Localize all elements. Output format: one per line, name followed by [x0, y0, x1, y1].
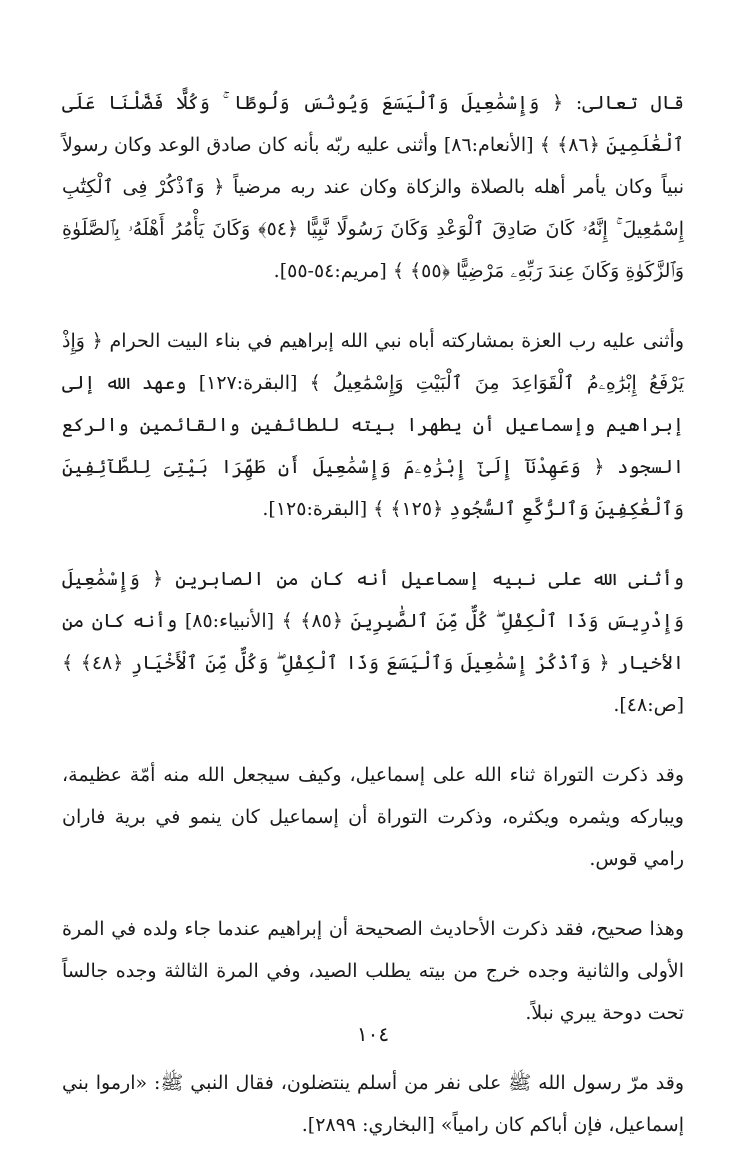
paragraph-hadith-hunting: وهذا صحيح، فقد ذكرت الأحاديث الصحيحة أن إبراهيم عندما جاء ولده في المرة الأولى والثانية وجده خرج من بيته يطلب الصيد، وفي المرة الثالثة وجده جالساً تحت دوحة يبري نبلاً.	[62, 918, 684, 1024]
paragraph-archery-hadith: وقد مرّ رسول الله ﷺ على نفر من أسلم ينتضلون، فقال النبي ﷺ: «ارموا بني إسماعيل، فإن أباكم كان رامياً» [البخاري: ٢٨٩٩].	[62, 1072, 684, 1136]
paragraph-torah-mention: وقد ذكرت التوراة ثناء الله على إسماعيل، وكيف سيجعل الله منه أمّة عظيمة، ويباركه ويثمره ويكثره، وذكرت التوراة أن إسماعيل كان ينمو في برية فاران رامي قوس.	[62, 764, 684, 870]
page-number: ١٠٤	[356, 1022, 390, 1046]
paragraph-patient-ones: وأثنى الله على نبيه إسماعيل أنه كان من الصابرين ﴿ وَإِسْمَٰعِيلَ وَإِدْرِيسَ وَذَا ٱلْكِفْلِ ۖ كُلٌّ مِّنَ ٱلصَّٰبِرِينَ ﴿٨٥﴾ ﴾ [الأنبياء:٨٥] وأنه كان من الأخيار ﴿ وَٱذْكُرْ إِسْمَٰعِيلَ وَٱلْيَسَعَ وَذَا ٱلْكِفْلِ ۖ وَكُلٌّ مِّنَ ٱلْأَخْيَارِ ﴿٤٨﴾ ﴾ [ص:٤٨].	[62, 568, 684, 716]
paragraph-ismail-virtues: قال تعالى: ﴿ وَإِسْمَٰعِيلَ وَٱلْيَسَعَ وَيُونُسَ وَلُوطًا ۚ وَكُلًّا فَضَّلْنَا عَلَى ٱلْعَٰلَمِينَ ﴿٨٦﴾ ﴾ [الأنعام:٨٦] وأثنى عليه ربّه بأنه كان صادق الوعد وكان رسولاً نبياً وكان يأمر أهله بالصلاة والزكاة وكان عند ربه مرضياً ﴿ وَٱذْكُرْ فِى ٱلْكِتَٰبِ إِسْمَٰعِيلَ ۚ إِنَّهُۥ كَانَ صَادِقَ ٱلْوَعْدِ وَكَانَ رَسُولًا نَّبِيًّا ﴿٥٤﴾ وَكَانَ يَأْمُرُ أَهْلَهُۥ بِٱلصَّلَوٰةِ وَٱلزَّكَوٰةِ وَكَانَ عِندَ رَبِّهِۦ مَرْضِيًّا ﴿٥٥﴾ ﴾ [مريم:٥٤-٥٥].	[62, 92, 685, 282]
page-body	[62, 82, 684, 1174]
paragraph-building-kaaba: وأثنى عليه رب العزة بمشاركته أباه نبي الله إبراهيم في بناء البيت الحرام ﴿ وَإِذْ يَرْفَعُ إِبْرَٰهِۦمُ ٱلْقَوَاعِدَ مِنَ ٱلْبَيْتِ وَإِسْمَٰعِيلُ ﴾ [البقرة:١٢٧] وعهد الله إلى إبراهيم وإسماعيل أن يطهرا بيته للطائفين والقائمين والركع السجود ﴿ وَعَهِدْنَآ إِلَىٰٓ إِبْرَٰهِۦمَ وَإِسْمَٰعِيلَ أَن طَهِّرَا بَيْتِىَ لِلطَّآئِفِينَ وَٱلْعَٰكِفِينَ وَٱلرُّكَّعِ ٱلسُّجُودِ ﴿١٢٥﴾ ﴾ [البقرة:١٢٥].	[62, 330, 684, 520]
